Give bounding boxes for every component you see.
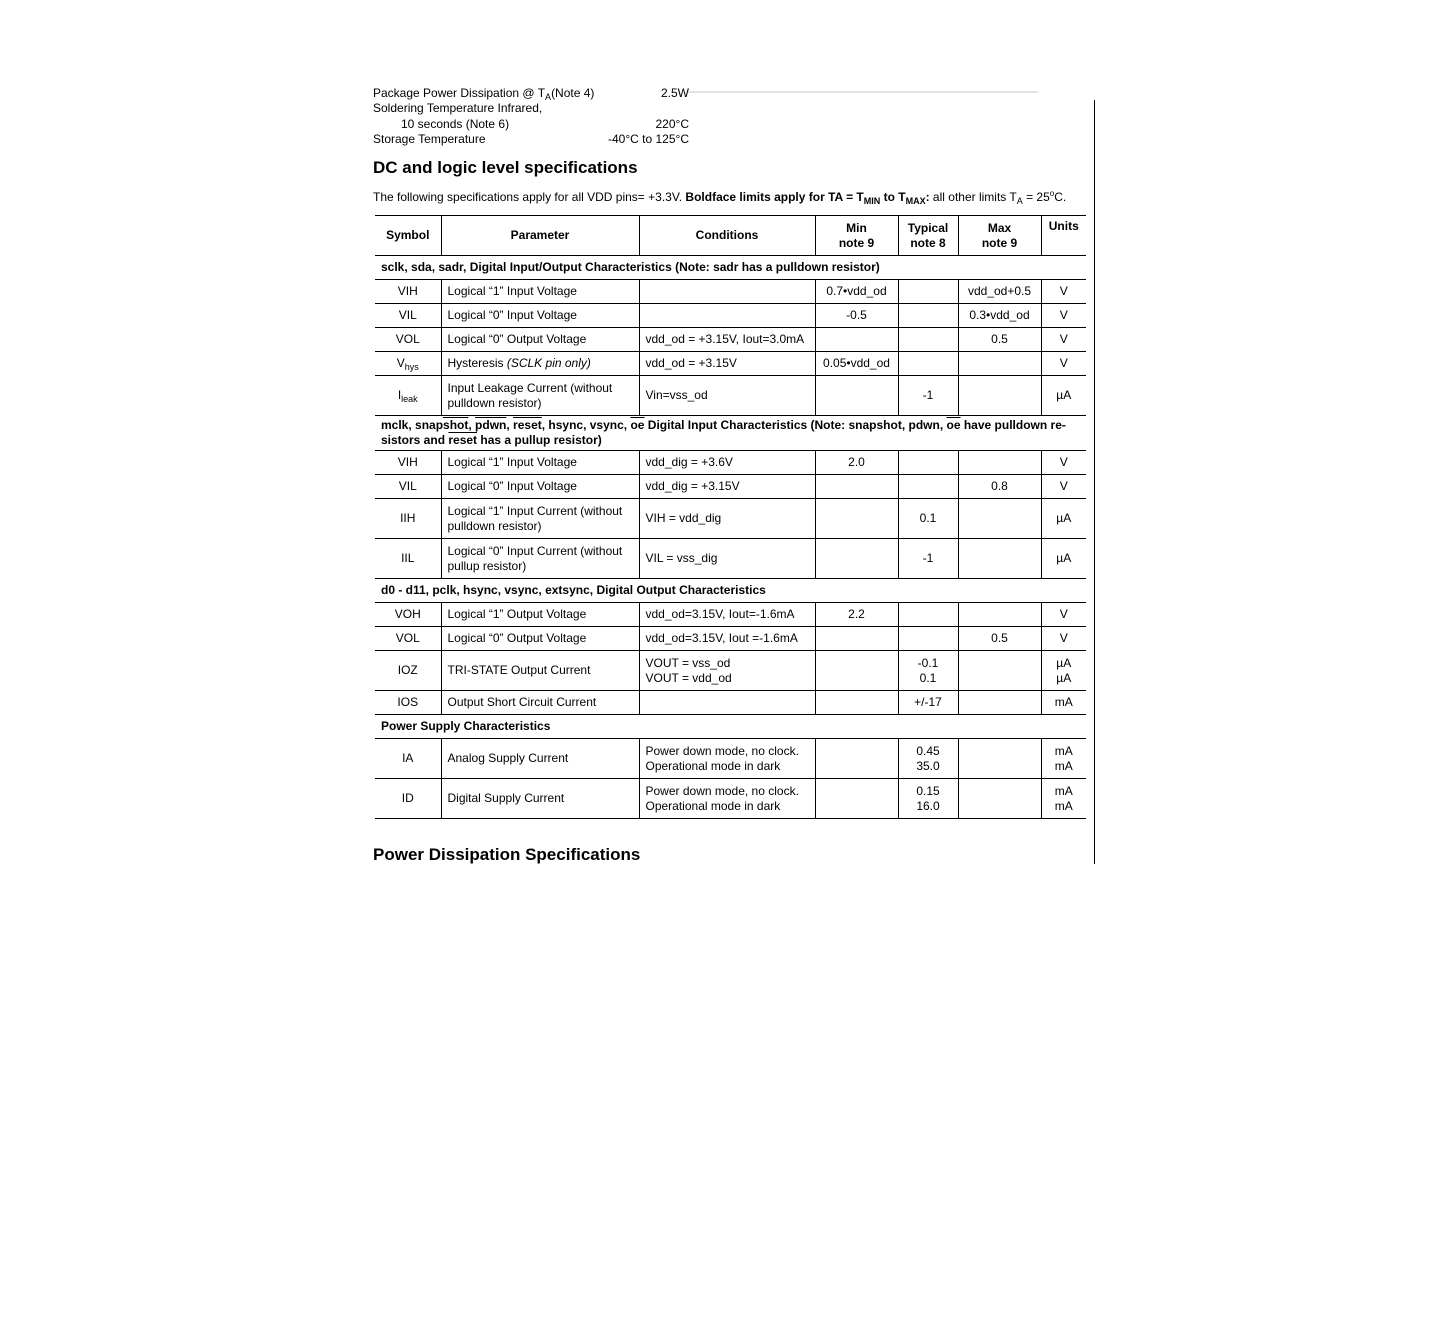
col-parameter: Parameter [441,216,639,256]
col-conditions: Conditions [639,216,815,256]
table-row: VIH Logical “1” Input Voltage 0.7•vdd_od vdd_od+0.5 V [375,280,1086,304]
section-row: Power Supply Characteristics [375,715,1086,739]
table-row: IOS Output Short Circuit Current +/-17 mA [375,691,1086,715]
col-max: Max note 9 [958,216,1041,256]
col-min: Min note 9 [815,216,898,256]
table-row: IA Analog Supply Current Power down mode, no clock. Operational mode in dark 0.45 35.0 mA mA [375,739,1086,779]
section-row: mclk, snapshot, pdwn, reset, hsync, vsync, $\overline{oe}$ Digital Input Characteristics (Note: snapshot, pdwn, $\overline{oe}$ have pulldown re-sistors and reset has a pullup resistor) [375,416,1086,451]
section-row: sclk, sda, sadr, Digital Input/Output Characteristics (Note: sadr has a pulldown resistor) [375,256,1086,280]
abs-max-row: Package Power Dissipation @ $T_A(Note$ 4) 2.5W [373,86,689,102]
col-typical: Typical note 8 [898,216,958,256]
table-row: VOL Logical “0” Output Voltage vdd_od=3.15V, Iout =-1.6mA 0.5 V [375,627,1086,651]
table-row: VOL Logical “0” Output Voltage vdd_od = +3.15V, Iout=3.0mA 0.5 V [375,328,1086,352]
table-row: ID Digital Supply Current Power down mode, no clock. Operational mode in dark 0.15 16.0 mA mA [375,779,1086,819]
table-row: $V_{hys}$ Hysteresis (SCLK pin only) vdd_od = +3.15V 0.05•vdd_od V [375,352,1086,376]
dc-spec-table [375,215,1086,819]
col-symbol: Symbol [375,216,441,256]
table-row: IIH Logical “1” Input Current (without pulldown resistor) VIH = vdd_dig 0.1 µA [375,499,1086,539]
abs-max-row: Storage Temperature -40°C to 125°C [373,132,689,146]
table-row: VOH Logical “1” Output Voltage vdd_od=3.15V, Iout=-1.6mA 2.2 V [375,603,1086,627]
section-title: DC and logic level specifications [373,158,638,177]
table-row: IOZ TRI-STATE Output Current VOUT = vss_od VOUT = vdd_od -0.1 0.1 µA µA [375,651,1086,691]
table-row: VIL Logical “0” Input Voltage -0.5 0.3•vdd_od V [375,304,1086,328]
table-row: VIH Logical “1” Input Voltage vdd_dig = +3.6V 2.0 V [375,451,1086,475]
table-row: IIL Logical “0” Input Current (without pullup resistor) VIL = vss_dig -1 µA [375,539,1086,579]
abs-max-row: 10 seconds (Note 6) 220°C [401,117,689,131]
spec-intro: The following specifications apply for all VDD pins= +3.3V. Boldface limits apply for TA = $T_{MIN}$ to $T_{MAX}$: all other limits $T_A = 25^oC$. [373,189,1067,206]
table-row: $I_{leak}$ Input Leakage Current (without pulldown resistor) Vin=vss_od -1 µA [375,376,1086,416]
table-row: VIL Logical “0” Input Voltage vdd_dig = +3.15V 0.8 V [375,475,1086,499]
col-units: Units [1041,216,1086,256]
right-margin-rule [1094,100,1095,864]
table-header-row [375,216,1086,256]
abs-max-row: Soldering Temperature Infrared, [373,101,543,115]
section-row: d0 - d11, pclk, hsync, vsync, extsync, Digital Output Characteristics [375,579,1086,603]
next-section-title: Power Dissipation Specifications [373,845,641,864]
